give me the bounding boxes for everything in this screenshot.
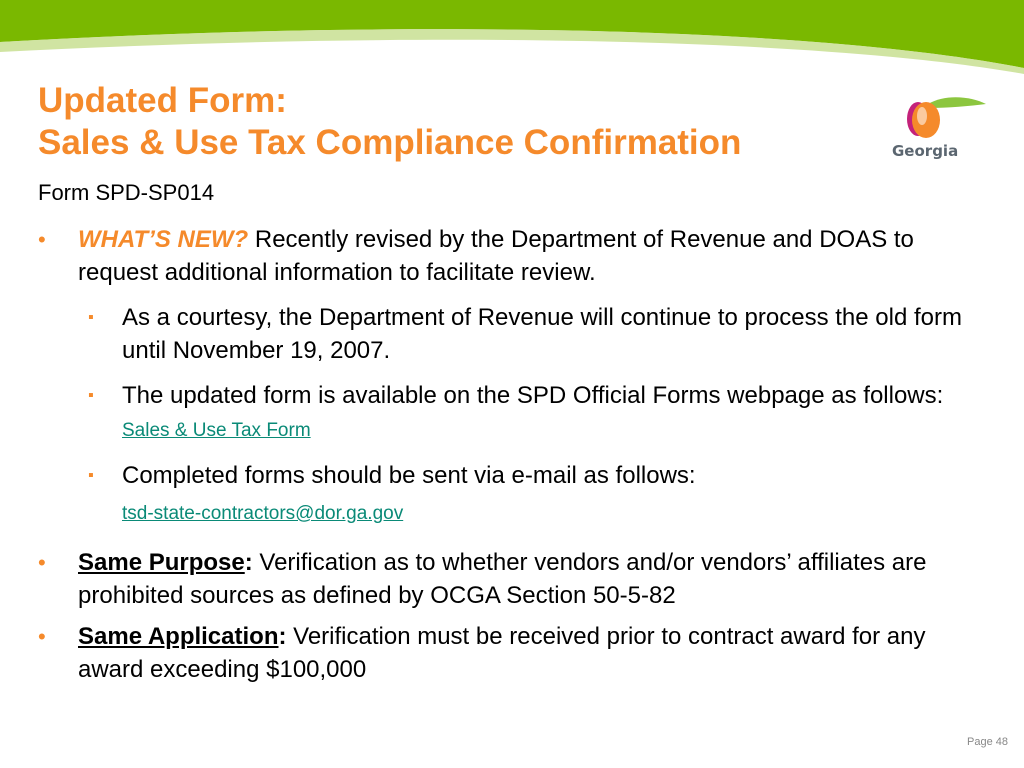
courtesy-text: As a courtesy, the Department of Revenue will continue to process the old form until November 19, 2007. [122,304,962,364]
title-line-1: Updated Form: [38,81,287,120]
page-number: Page 48 [967,736,1008,748]
bullet-same-application [38,620,978,686]
same-purpose-text: Verification as to whether vendors and/or vendors’ affiliates are prohibited sources as defined by OCGA Section 50-5-82 [78,549,927,609]
slide-body [38,223,978,698]
sub-bullet-email [38,459,978,534]
sub-bullet-courtesy [38,301,978,367]
sales-use-tax-form-link[interactable]: Sales & Use Tax Form [122,420,311,441]
form-link-text: The updated form is available on the SPD Official Forms webpage as follows: [122,382,944,409]
sub-bullet-square: ▪ [88,387,94,404]
form-number: Form SPD-SP014 [38,180,215,205]
same-purpose-label: Same Purpose [78,549,245,576]
email-text: Completed forms should be sent via e-mail as follows: [122,462,696,489]
same-purpose-colon: : [244,549,253,576]
peach-icon [890,92,990,142]
bullet-whats-new [38,223,978,289]
sub-bullet-square: ▪ [88,309,94,326]
whats-new-label: WHAT’S NEW? [78,226,249,253]
whats-new-text: Recently revised by the Department of Revenue and DOAS to request additional information to facilitate review. [78,226,914,286]
slide-title [38,80,741,164]
same-application-label: Same Application [78,623,279,650]
email-link[interactable]: tsd-state-contractors@dor.ga.gov [122,503,404,524]
top-green-swoosh [0,0,1024,90]
same-application-text: Verification must be received prior to contract award for any award exceeding $100,000 [78,623,926,683]
sub-bullet-square: ▪ [88,467,94,484]
bullet-dot: • [38,227,46,252]
bullet-dot: • [38,550,46,575]
title-line-2: Sales & Use Tax Compliance Confirmation [38,123,742,162]
logo-text: Georgia [892,142,959,160]
same-application-colon: : [278,623,287,650]
georgia-logo [890,92,990,172]
bullet-dot: • [38,624,46,649]
sub-bullet-form-link [38,379,978,447]
bullet-same-purpose [38,546,978,612]
